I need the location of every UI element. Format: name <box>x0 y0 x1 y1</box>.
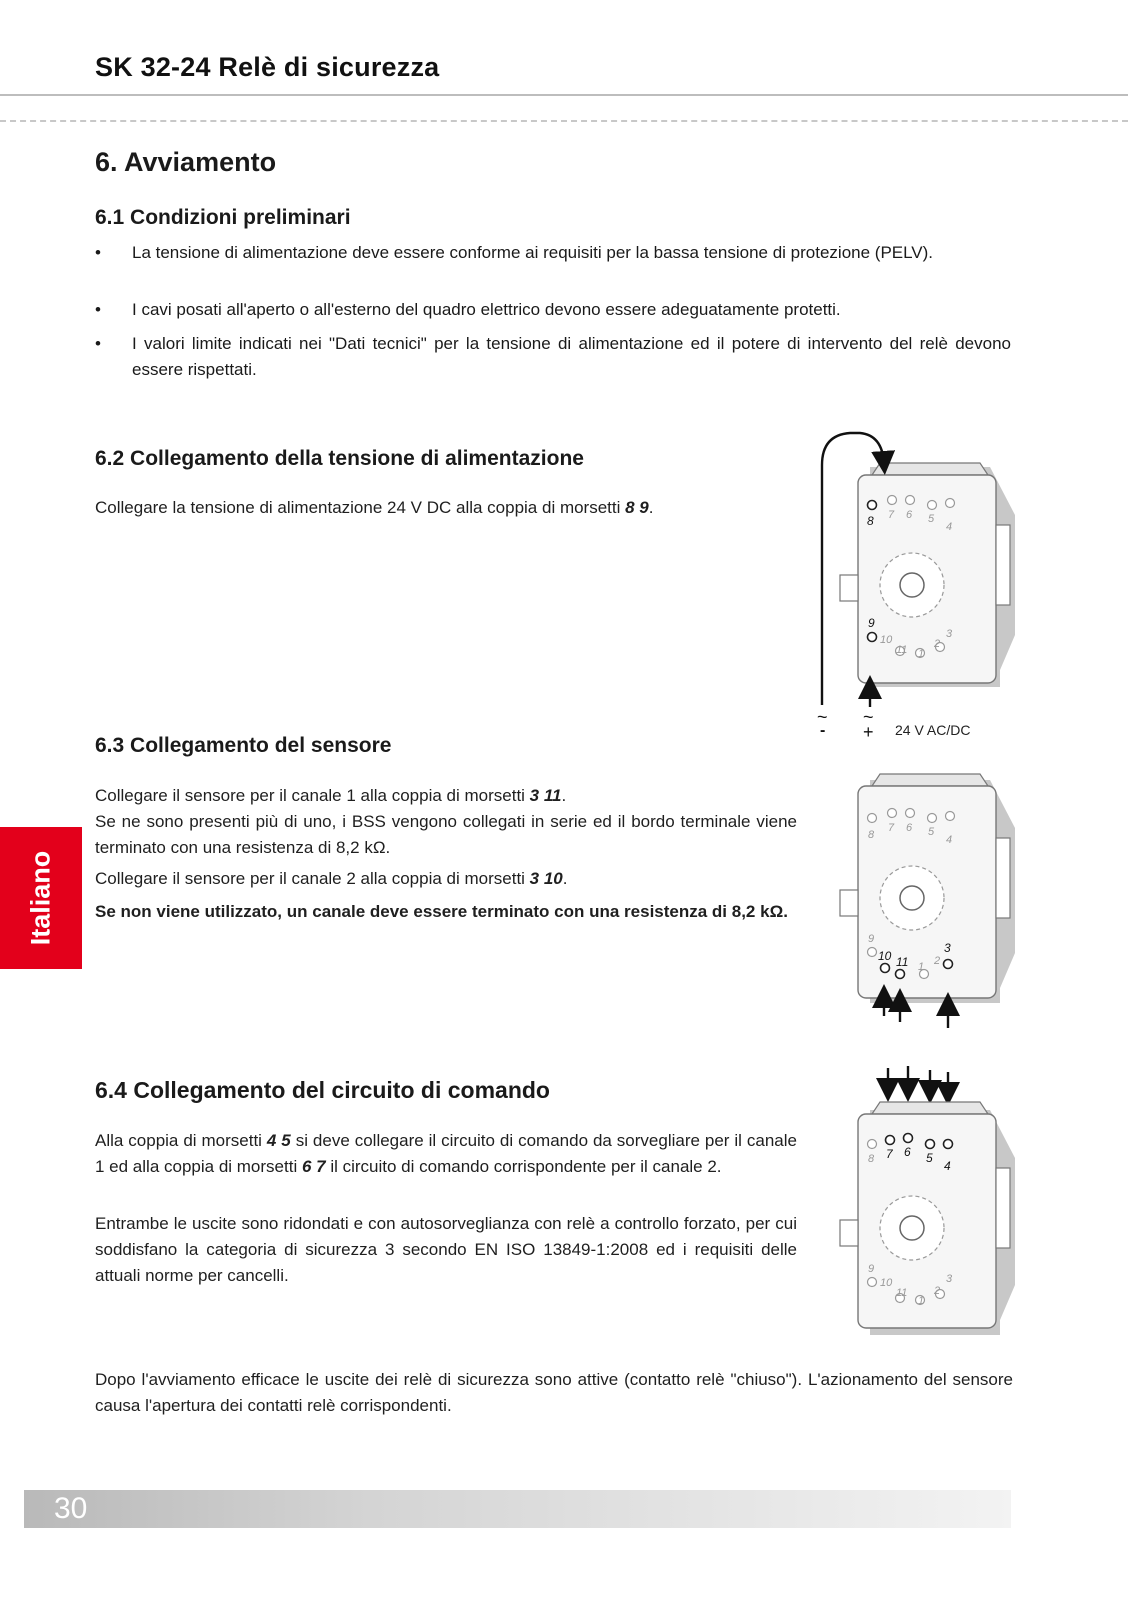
footer-bar <box>24 1490 1011 1528</box>
terminal-label: 8 <box>867 514 874 528</box>
terminal-label: 8 <box>868 829 875 841</box>
terminal-label: 4 <box>946 834 953 846</box>
terminal-ref: 3 10 <box>529 869 563 888</box>
terminal-label: 6 <box>906 822 913 834</box>
language-tab-label: Italiano <box>25 850 56 946</box>
paragraph-sensor-series: Se ne sono presenti più di uno, i BSS vengono collegati in serie ed il bordo terminale viene terminato con una resistenza di 8,2 kΩ. <box>95 812 797 857</box>
terminal-label: 11 <box>896 955 909 969</box>
relay-diagram-sensor <box>800 768 1040 1036</box>
paragraph-control-circuit: Alla coppia di morsetti 4 5 si deve collegare il circuito di comando da sorvegliare per il canale 1 ed alla coppia di morsetti 6 7 il circuito di comando corrispondente per il canale 2. <box>95 1131 797 1176</box>
plus-symbol: + <box>863 722 874 742</box>
language-tab <box>0 827 82 969</box>
subsection-6-2-title: 6.2 Collegamento della tensione di alimentazione <box>95 447 584 470</box>
relay-diagram-control-circuit <box>800 1060 1040 1345</box>
supply-voltage-label: 24 V AC/DC <box>895 722 971 738</box>
terminal-label: 9 <box>868 933 875 945</box>
bullet-marker: • <box>95 243 101 262</box>
terminal-label: 8 <box>868 1153 875 1165</box>
subsection-6-4-title: 6.4 Collegamento del circuito di comando <box>95 1077 550 1103</box>
terminal-label: 1 <box>918 961 925 973</box>
terminal-label: 5 <box>926 1151 933 1165</box>
terminal-label: 9 <box>868 616 875 630</box>
minus-symbol: - <box>820 722 826 739</box>
terminal-label: 10 <box>880 1277 893 1289</box>
paragraph-sensor-note: Se non viene utilizzato, un canale deve essere terminato con una resistenza di 8,2 kΩ. <box>95 902 788 921</box>
terminal-label: 7 <box>888 822 895 834</box>
bullet-item-2 <box>95 297 1011 323</box>
terminal-label: 11 <box>896 644 908 656</box>
paragraph-outputs: Entrambe le uscite sono ridondati e con autosorveglianza con relè a controllo forzato, per cui soddisfano la categoria di sicurezza 3 secondo EN ISO 13849-1:2008 ed i requisiti delle attuali norme per cancelli. <box>95 1214 797 1285</box>
header-title: SK 32-24 Relè di sicurezza <box>95 52 440 82</box>
terminal-label: 2 <box>934 955 941 967</box>
terminal-label: 1 <box>918 648 925 660</box>
terminal-ref: 3 11 <box>529 786 562 805</box>
paragraph-sensor-ch1: Collegare il sensore per il canale 1 alla coppia di morsetti 3 11. <box>95 786 567 805</box>
tilde-symbol: ~ <box>863 707 874 727</box>
relay-diagram-supply <box>800 425 1050 760</box>
terminal-label: 2 <box>934 1285 941 1297</box>
paragraph-supply: Collegare la tensione di alimentazione 24 V DC alla coppia di morsetti 8 9. <box>95 498 654 517</box>
terminal-ref: 8 9 <box>625 498 649 517</box>
terminal-label: 4 <box>946 521 953 533</box>
header-rule <box>0 94 1128 96</box>
bullet-marker: • <box>95 300 101 319</box>
page-number: 30 <box>54 1492 88 1525</box>
terminal-label: 4 <box>944 1159 951 1173</box>
paragraph-closing: Dopo l'avviamento efficace le uscite dei relè di sicurezza sono attive (contatto relè "chiuso"). L'azionamento del sensore causa l'apertura dei contatti relè corrispondenti. <box>95 1370 1013 1415</box>
terminal-label: 1 <box>918 1295 925 1307</box>
bullet-text: I valori limite indicati nei "Dati tecnici" per la tensione di alimentazione ed il potere di intervento del relè devono essere rispettati. <box>132 334 1011 379</box>
tilde-symbol: ~ <box>817 707 828 727</box>
section-title: 6. Avviamento <box>95 147 277 177</box>
bullet-item-1 <box>95 240 1011 292</box>
terminal-ref: 6 7 <box>301 1157 326 1176</box>
terminal-label: 5 <box>928 826 935 838</box>
terminal-label: 6 <box>906 509 913 521</box>
bullet-text: La tensione di alimentazione deve essere conforme ai requisiti per la bassa tensione di protezione (PELV). <box>132 243 934 262</box>
terminal-label: 9 <box>868 1263 875 1275</box>
paragraph-sensor-ch2: Collegare il sensore per il canale 2 alla coppia di morsetti 3 10. <box>95 869 568 888</box>
subsection-6-1-title: 6.1 Condizioni preliminari <box>95 206 351 229</box>
subsection-6-3-title: 6.3 Collegamento del sensore <box>95 734 392 757</box>
terminal-label: 3 <box>944 941 951 955</box>
terminal-label: 7 <box>888 509 895 521</box>
terminal-label: 3 <box>946 1273 953 1285</box>
header-dashed-divider <box>0 120 1128 122</box>
terminal-label: 6 <box>904 1145 911 1159</box>
terminal-label: 5 <box>928 513 935 525</box>
bullet-text: I cavi posati all'aperto o all'esterno del quadro elettrico devono essere adeguatamente protetti. <box>132 300 841 319</box>
terminal-label: 10 <box>878 949 892 963</box>
terminal-label: 11 <box>896 1287 908 1299</box>
terminal-label: 10 <box>880 634 893 646</box>
bullet-item-3 <box>95 331 1011 383</box>
terminal-label: 2 <box>934 638 941 650</box>
terminal-ref: 4 5 <box>266 1131 291 1150</box>
terminal-label: 7 <box>886 1147 893 1161</box>
bullet-marker: • <box>95 334 101 353</box>
terminal-label: 3 <box>946 628 953 640</box>
